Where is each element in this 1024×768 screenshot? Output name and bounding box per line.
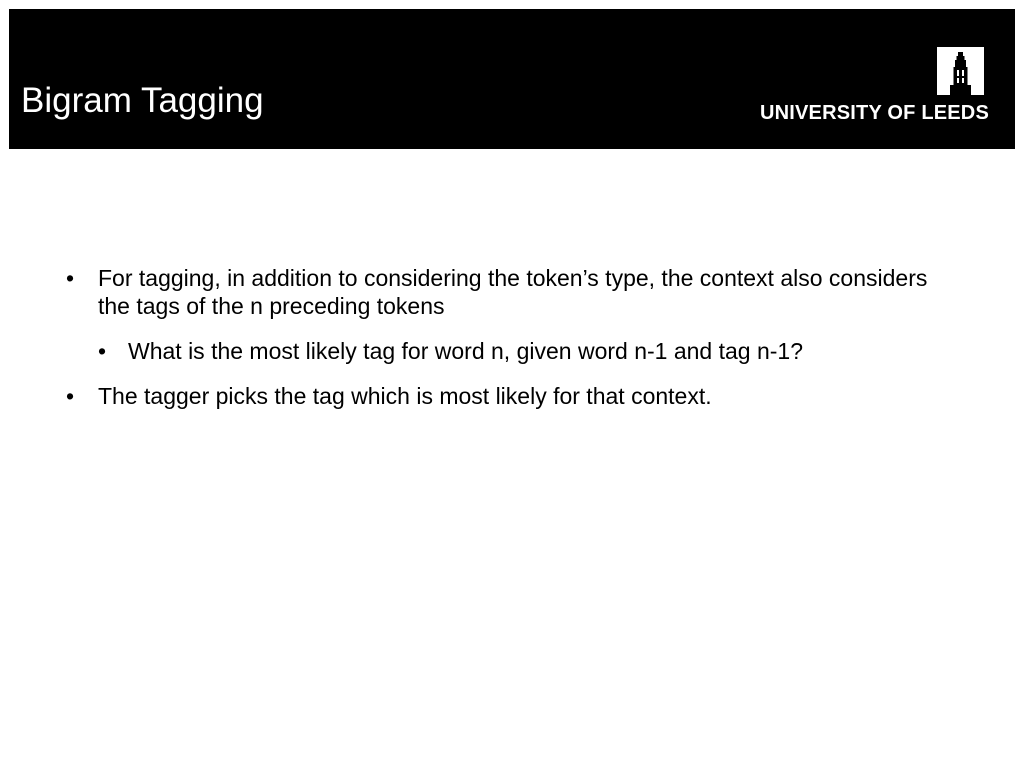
university-name: UNIVERSITY OF LEEDS — [759, 102, 989, 124]
sub-bullet-item — [98, 334, 946, 368]
sub-bullet-text: What is the most likely tag for word n, given word n-1 and tag n-1? — [128, 338, 803, 364]
bullet-text: For tagging, in addition to considering the token’s type, the context also considers the tags of the n preceding tokens — [98, 265, 928, 319]
header-bar — [9, 9, 1015, 149]
sub-bullet-list — [98, 334, 946, 368]
slide-title: Bigram Tagging — [21, 81, 264, 120]
university-logo — [727, 47, 989, 127]
parkinson-tower-icon — [937, 47, 984, 95]
bullet-list — [66, 264, 946, 410]
bullet-item — [66, 382, 946, 410]
bullet-item — [66, 264, 946, 368]
bullet-text: The tagger picks the tag which is most likely for that context. — [98, 383, 712, 409]
slide-content — [66, 264, 946, 424]
